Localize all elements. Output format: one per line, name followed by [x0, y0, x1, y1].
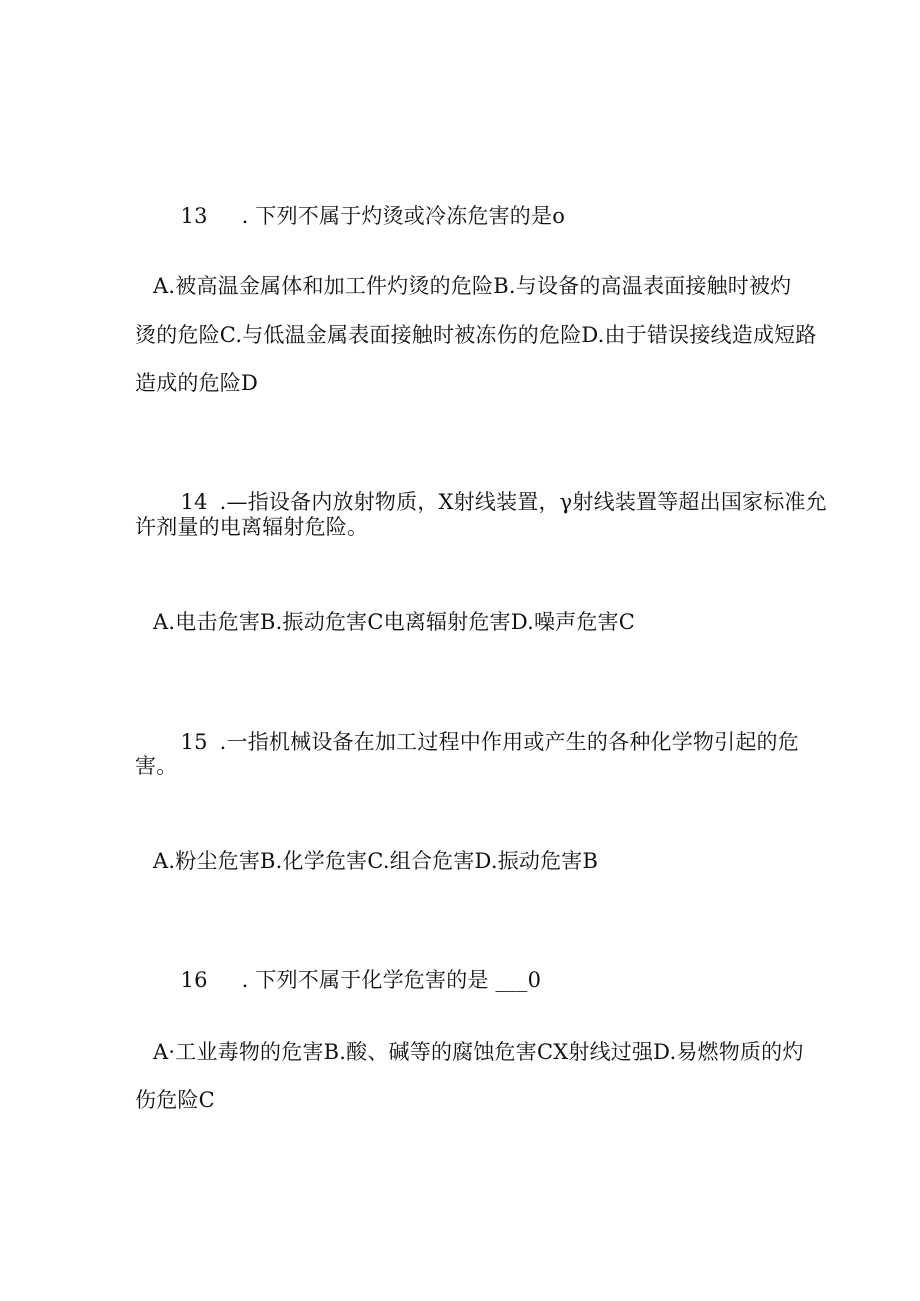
question-14-line-2: 许剂量的电离辐射危险。: [135, 515, 369, 539]
question-15-line-2: 害。: [135, 754, 178, 778]
question-15-text-1: .一指机械设备在加工过程中作用或产生的各种化学物引起的危: [219, 730, 799, 754]
question-13-number: 13: [180, 204, 208, 228]
answer-16-line-1: A·工业毒物的危害B.酸、碱等的腐蚀危害CX射线过强D.易燃物质的灼: [153, 1040, 804, 1064]
question-15-number: 15: [180, 730, 208, 754]
answer-13-line-1: A.被高温金属体和加工件灼烫的危险B.与设备的高温表面接触时被灼: [153, 274, 792, 298]
answer-14-line-1: A.电击危害B.振动危害C电离辐射危害D.噪声危害C: [153, 610, 636, 634]
question-16-text: . 下列不属于化学危害的是 ___0: [241, 968, 542, 992]
question-15-line-1: [153, 706, 799, 778]
question-13-text: . 下列不属于灼烫或冷冻危害的是o: [241, 204, 566, 228]
answer-13-line-2: 烫的危险C.与低温金属表面接触时被冻伤的危险D.由于错误接线造成短路: [135, 323, 817, 347]
question-16-number: 16: [180, 968, 208, 992]
answer-13-line-3: 造成的危险D: [135, 371, 259, 395]
answer-16-line-2: 伤危险C: [135, 1088, 215, 1112]
question-14-number: 14: [180, 490, 208, 514]
answer-15-line-1: A.粉尘危害B.化学危害C.组合危害D.振动危害B: [153, 849, 599, 873]
question-16-line-1: [153, 944, 541, 1016]
question-13-line-1: [153, 180, 565, 252]
question-14-text-1: .—指设备内放射物质，X射线装置，γ射线装置等超出国家标准允: [219, 490, 827, 514]
